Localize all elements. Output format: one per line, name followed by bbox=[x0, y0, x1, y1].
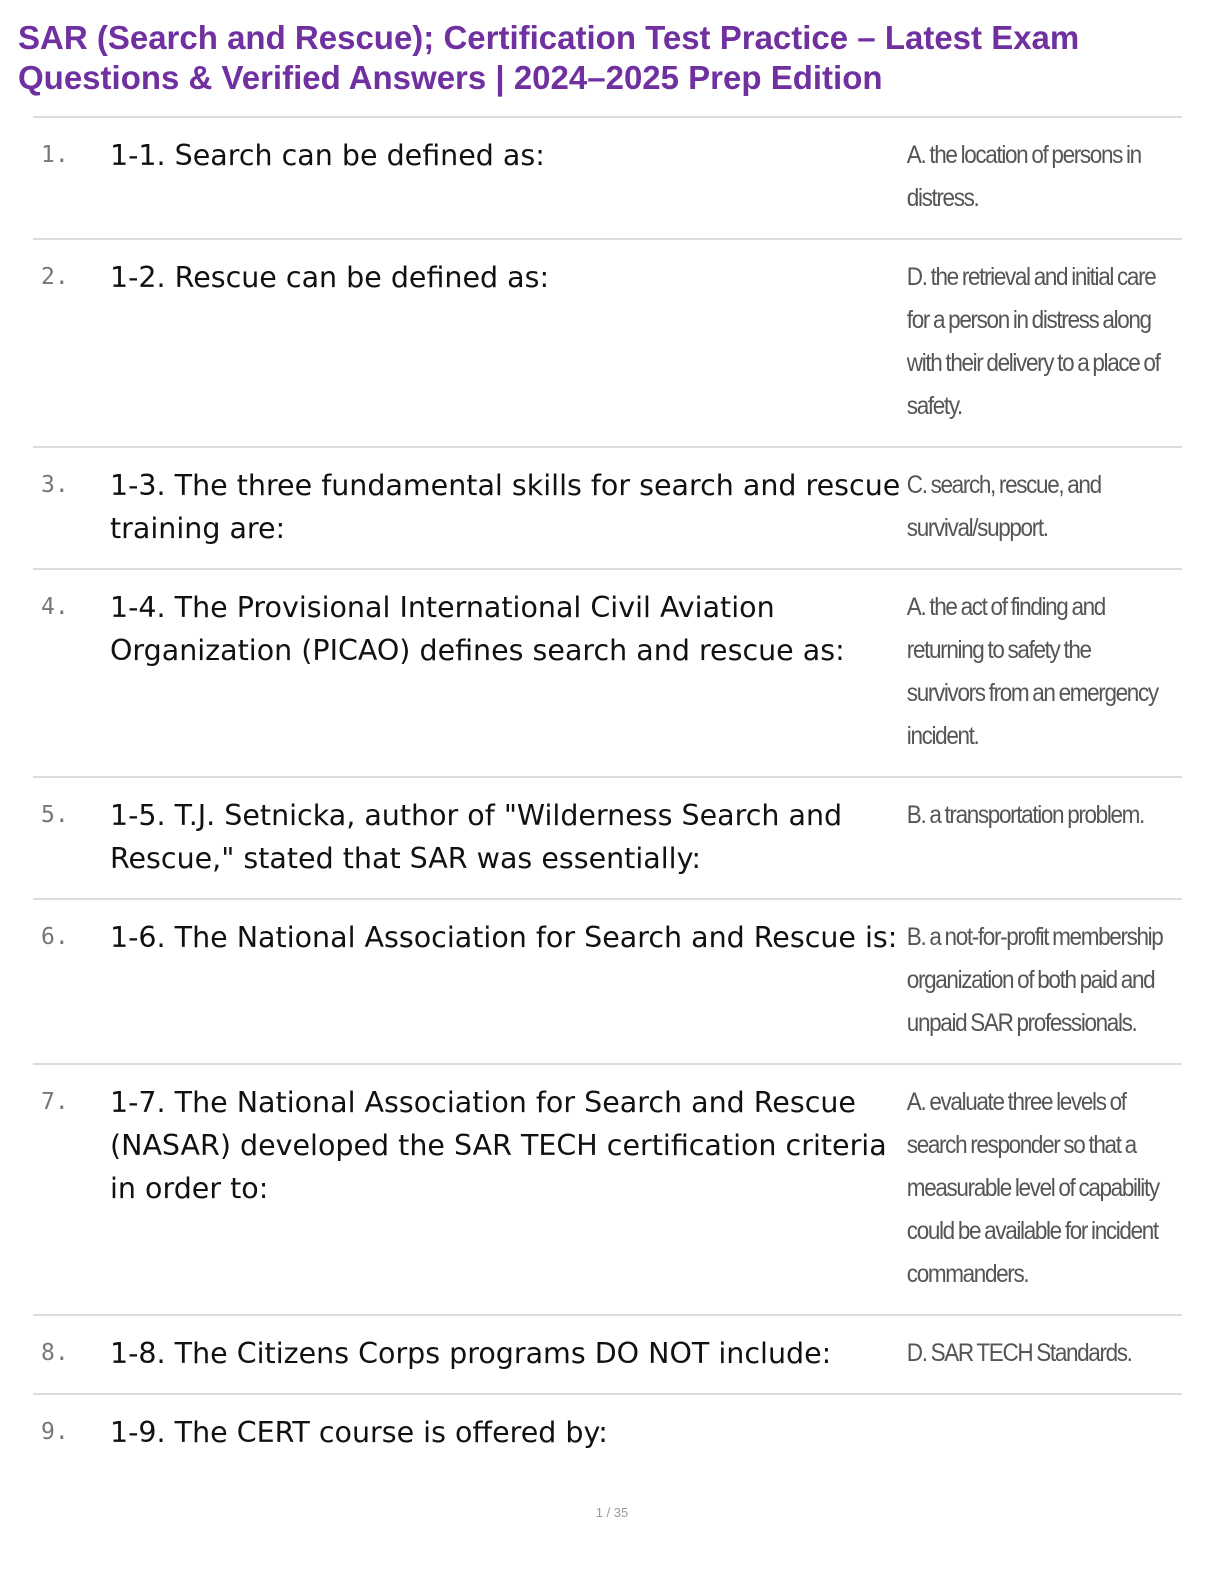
card-answer: D. SAR TECH Standards. bbox=[906, 1339, 1132, 1367]
card-answer: B. a not-for-profit membership organization of both paid and unpaid SAR professionals. bbox=[906, 923, 1163, 1037]
card-question: 1-8. The Citizens Corps programs DO NOT include: bbox=[110, 1337, 832, 1370]
flashcard-list bbox=[33, 116, 1182, 1472]
card-question: 1-4. The Provisional International Civil Aviation Organization (PICAO) defines search and rescue as: bbox=[110, 591, 845, 667]
card-number: 6. bbox=[41, 924, 69, 950]
flashcard-row bbox=[33, 240, 1182, 448]
card-question: 1-9. The CERT course is offered by: bbox=[110, 1416, 608, 1449]
card-number: 7. bbox=[41, 1089, 69, 1115]
flashcard-row bbox=[33, 118, 1182, 240]
flashcard-row bbox=[33, 1395, 1182, 1472]
card-question: 1-7. The National Association for Search and Rescue (NASAR) developed the SAR TECH certification criteria in order to: bbox=[110, 1086, 887, 1205]
title-line-2: Questions & Verified Answers | 2024–2025 Prep Edition bbox=[18, 59, 883, 96]
flashcard-row bbox=[33, 1065, 1182, 1316]
card-question: 1-3. The three fundamental skills for search and rescue training are: bbox=[110, 469, 901, 545]
card-answer: B. a transportation problem. bbox=[906, 801, 1144, 829]
card-answer: D. the retrieval and initial care for a person in distress along with their delivery to a place of safety. bbox=[906, 263, 1160, 420]
flashcard-row bbox=[33, 900, 1182, 1065]
card-number: 4. bbox=[41, 594, 69, 620]
card-answer: A. evaluate three levels of search responder so that a measurable level of capability could be available for incident commanders. bbox=[906, 1088, 1159, 1288]
title-line-1: SAR (Search and Rescue); Certification Test Practice – Latest Exam bbox=[18, 19, 1080, 56]
card-answer: A. the location of persons in distress. bbox=[906, 141, 1141, 212]
card-question: 1-6. The National Association for Search and Rescue is: bbox=[110, 921, 898, 954]
document-title bbox=[18, 18, 1208, 98]
card-question: 1-5. T.J. Setnicka, author of "Wilderness Search and Rescue," stated that SAR was essentially: bbox=[110, 799, 843, 875]
flashcard-row bbox=[33, 448, 1182, 570]
card-number: 5. bbox=[41, 802, 69, 828]
card-answer: A. the act of finding and returning to safety the survivors from an emergency incident. bbox=[906, 593, 1158, 750]
card-answer: C. search, rescue, and survival/support. bbox=[906, 471, 1101, 542]
card-number: 1. bbox=[41, 142, 69, 168]
card-question: 1-1. Search can be defined as: bbox=[110, 139, 545, 172]
flashcard-row bbox=[33, 1316, 1182, 1395]
card-number: 9. bbox=[41, 1419, 69, 1445]
card-number: 2. bbox=[41, 264, 69, 290]
card-number: 8. bbox=[41, 1340, 69, 1366]
flashcard-row bbox=[33, 570, 1182, 778]
flashcard-row bbox=[33, 778, 1182, 900]
card-question: 1-2. Rescue can be defined as: bbox=[110, 261, 550, 294]
page-indicator: 1 / 35 bbox=[595, 1505, 629, 1520]
card-number: 3. bbox=[41, 472, 69, 498]
